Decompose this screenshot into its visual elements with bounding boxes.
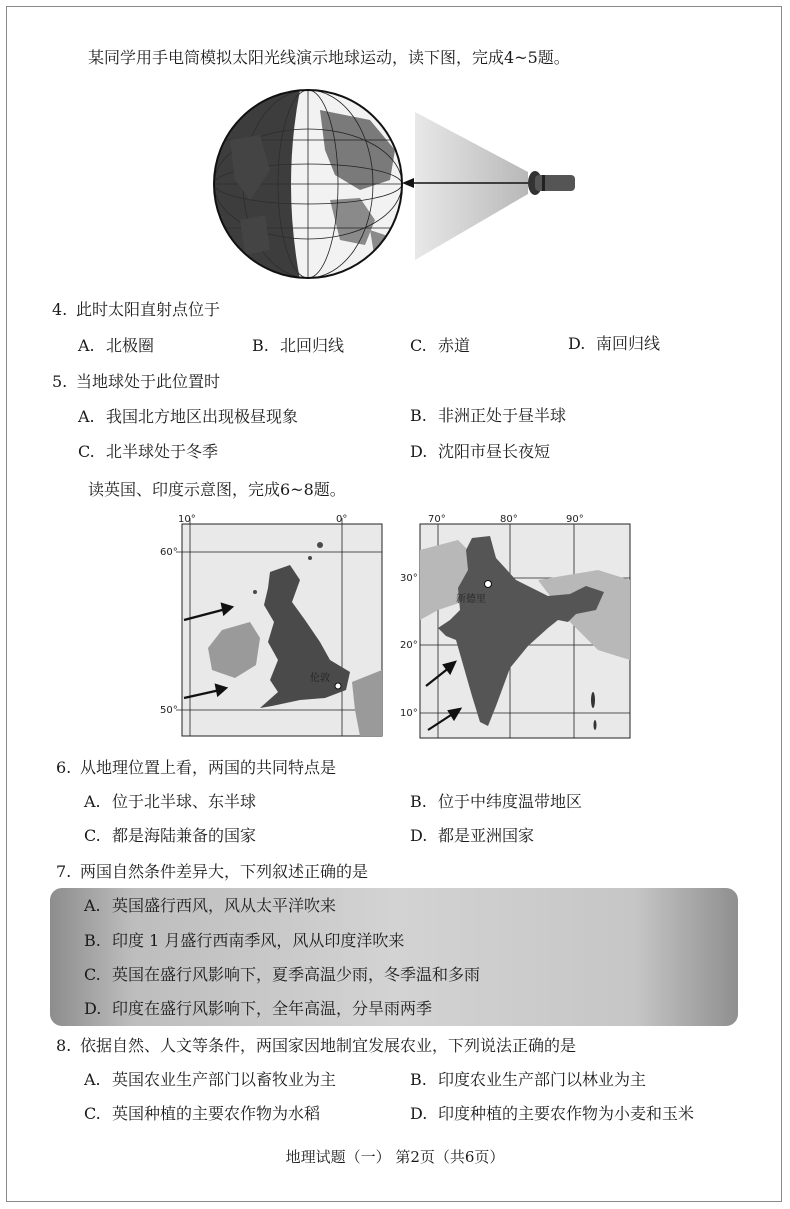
- india-lon-label-80: 80°: [500, 514, 518, 525]
- q4-option-b: B. 北回归线: [252, 336, 345, 355]
- q6-option-b: B. 位于中纬度温带地区: [410, 792, 583, 811]
- q5-stem: 当地球处于此位置时: [76, 372, 221, 391]
- q7-option-a: A. 英国盛行西风，风从太平洋吹来: [84, 896, 337, 915]
- q8-option-a: A. 英国农业生产部门以畜牧业为主: [84, 1070, 337, 1089]
- q5-option-a: A. 我国北方地区出现极昼现象: [78, 407, 299, 426]
- globe-flashlight-figure: [210, 80, 580, 290]
- q5-option-d: D. 沈阳市昼长夜短: [410, 442, 551, 461]
- q6-option-c: C. 都是海陆兼备的国家: [84, 826, 257, 845]
- intro-6-8: 读英国、印度示意图，完成6~8题。: [88, 480, 346, 499]
- q5-number: 5.: [52, 372, 68, 391]
- india-lon-label-70: 70°: [428, 514, 446, 525]
- q7-option-d: D. 印度在盛行风影响下，全年高温，分旱雨两季: [84, 999, 433, 1018]
- london-label: 伦敦: [310, 673, 330, 684]
- q8-option-d: D. 印度种植的主要农作物为小麦和玉米: [410, 1104, 695, 1123]
- q6-number: 6.: [56, 758, 72, 777]
- india-lat-label-20: 20°: [400, 640, 418, 651]
- uk-lat-label-50: 50°: [160, 705, 178, 716]
- q4-number: 4.: [52, 300, 68, 319]
- q7-number: 7.: [56, 862, 72, 881]
- uk-lat-label-60: 60°: [160, 547, 178, 558]
- india-lat-label-30: 30°: [400, 573, 418, 584]
- q4-option-c: C. 赤道: [410, 336, 471, 355]
- q4-option-d: D. 南回归线: [568, 334, 661, 353]
- intro-4-5: 某同学用手电筒模拟太阳光线演示地球运动，读下图，完成4~5题。: [88, 48, 570, 67]
- india-lon-label-90: 90°: [566, 514, 584, 525]
- page-footer: 地理试题（一） 第2页（共6页）: [285, 1148, 505, 1166]
- light-beam: [415, 112, 528, 260]
- uk-lon-label-10: 10°: [178, 514, 196, 525]
- flashlight-icon: [528, 171, 575, 195]
- uk-lon-label-0: 0°: [336, 514, 348, 525]
- q5-option-c: C. 北半球处于冬季: [78, 442, 219, 461]
- uk-map: [160, 510, 390, 740]
- q8-number: 8.: [56, 1036, 72, 1055]
- q6-stem: 从地理位置上看，两国的共同特点是: [80, 758, 337, 777]
- q8-option-b: B. 印度农业生产部门以林业为主: [410, 1070, 647, 1089]
- q8-option-c: C. 英国种植的主要农作物为水稻: [84, 1104, 321, 1123]
- q8-stem: 依据自然、人文等条件，两国家因地制宜发展农业，下列说法正确的是: [80, 1036, 577, 1055]
- india-lat-label-10: 10°: [400, 708, 418, 719]
- india-map: [398, 510, 638, 740]
- q4-option-a: A. 北极圈: [78, 336, 155, 355]
- q5-option-b: B. 非洲正处于昼半球: [410, 406, 567, 425]
- q6-option-d: D. 都是亚洲国家: [410, 826, 535, 845]
- q4-stem: 此时太阳直射点位于: [76, 300, 221, 319]
- new-delhi-label: 新德里: [456, 594, 486, 605]
- q6-option-a: A. 位于北半球、东半球: [84, 792, 257, 811]
- q7-option-b: B. 印度 1 月盛行西南季风，风从印度洋吹来: [84, 931, 405, 950]
- q7-option-c: C. 英国在盛行风影响下，夏季高温少雨，冬季温和多雨: [84, 965, 481, 984]
- q7-stem: 两国自然条件差异大，下列叙述正确的是: [80, 862, 369, 881]
